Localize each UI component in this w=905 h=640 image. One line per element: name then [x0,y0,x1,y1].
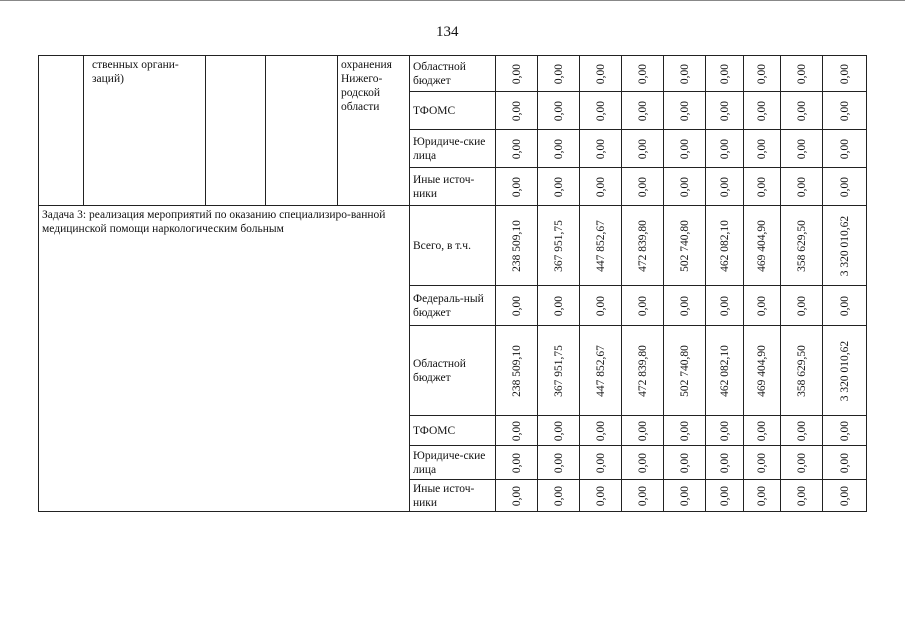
top-value-cell [622,92,664,130]
value-text: 0,00 [636,485,649,506]
value-text: 0,00 [756,295,768,316]
value-text: 0,00 [795,176,808,197]
top-block-row [39,56,867,92]
value-text: 0,00 [510,138,523,159]
value-text: 0,00 [594,452,607,473]
task-value-cell [664,416,706,446]
task-value-cell [823,206,867,286]
top-value-cell [744,56,781,92]
top-block-col-c [206,56,266,206]
value-text: 0,00 [756,176,768,197]
task-row-label-2: Областной бюджет [410,326,496,416]
value-text: 0,00 [838,420,851,441]
top-value-cell [744,130,781,168]
value-text: 0,00 [510,100,523,121]
task-value-cell [580,480,622,512]
top-block-col-a [39,56,84,206]
task-value-cell [580,416,622,446]
task-row-label-1: Федераль-ный бюджет [410,286,496,326]
value-text: 3 320 010,62 [838,215,851,276]
task-value-cell [664,206,706,286]
task-block-row [39,206,867,286]
value-text: 447 852,67 [594,344,607,397]
top-value-cell [622,168,664,206]
value-text: 0,00 [510,452,523,473]
value-text: 358 629,50 [795,344,808,397]
value-text: 0,00 [838,295,851,316]
budget-table [38,55,867,512]
value-text: 0,00 [594,420,607,441]
task-value-cell [664,480,706,512]
value-text: 0,00 [678,485,691,506]
row-label-2: Юридиче-ские лица [410,130,496,168]
task-value-cell [538,480,580,512]
task-value-cell [744,206,781,286]
value-text: 0,00 [756,138,768,159]
value-text: 0,00 [552,176,565,197]
top-block-col-d [266,56,338,206]
task-value-cell [744,480,781,512]
task-title: Задача 3: реализация мероприятий по оказанию специализиро-ванной медицинской помощи наркологическим больным [39,206,410,512]
value-text: 462 082,10 [718,344,731,397]
value-text: 0,00 [678,100,691,121]
value-text: 469 404,90 [756,219,768,272]
top-value-cell [744,92,781,130]
task-value-cell [538,326,580,416]
value-text: 0,00 [838,138,851,159]
top-value-cell [823,130,867,168]
value-text: 0,00 [552,63,565,84]
top-value-cell [823,92,867,130]
top-value-cell [538,92,580,130]
value-text: 0,00 [795,100,808,121]
value-text: 0,00 [795,63,808,84]
value-text: 0,00 [636,138,649,159]
value-text: 0,00 [594,138,607,159]
top-value-cell [538,56,580,92]
value-text: 0,00 [636,420,649,441]
value-text: 447 852,67 [594,219,607,272]
task-value-cell [622,416,664,446]
value-text: 0,00 [510,295,523,316]
row-label-0: Областной бюджет [410,56,496,92]
value-text: 0,00 [636,100,649,121]
value-text: 0,00 [718,420,731,441]
task-value-cell [781,286,823,326]
row-label-1: ТФОМС [410,92,496,130]
value-text: 0,00 [838,100,851,121]
task-value-cell [706,326,744,416]
value-text: 472 839,80 [636,344,649,397]
value-text: 0,00 [838,63,851,84]
task-value-cell [496,416,538,446]
task-value-cell [781,326,823,416]
top-value-cell [496,130,538,168]
value-text: 0,00 [594,295,607,316]
value-text: 502 740,80 [678,344,691,397]
value-text: 0,00 [795,295,808,316]
task-row-label-3: ТФОМС [410,416,496,446]
top-value-cell [664,92,706,130]
page-top-rule [0,0,905,1]
value-text: 0,00 [552,420,565,441]
top-value-cell [781,56,823,92]
task-value-cell [664,446,706,480]
task-value-cell [744,446,781,480]
value-text: 0,00 [795,452,808,473]
task-value-cell [538,286,580,326]
value-text: 0,00 [756,452,768,473]
task-value-cell [622,446,664,480]
top-value-cell [496,92,538,130]
value-text: 0,00 [552,295,565,316]
value-text: 0,00 [718,452,731,473]
value-text: 0,00 [795,485,808,506]
top-value-cell [664,168,706,206]
top-value-cell [664,130,706,168]
task-value-cell [580,206,622,286]
task-row-label-4: Юридиче-ские лица [410,446,496,480]
value-text: 469 404,90 [756,344,768,397]
top-value-cell [706,56,744,92]
value-text: 0,00 [636,295,649,316]
value-text: 472 839,80 [636,219,649,272]
value-text: 0,00 [552,138,565,159]
task-value-cell [744,326,781,416]
value-text: 0,00 [636,176,649,197]
task-value-cell [664,286,706,326]
value-text: 238 509,10 [510,344,523,397]
top-value-cell [622,130,664,168]
task-value-cell [622,480,664,512]
top-value-cell [580,56,622,92]
task-value-cell [538,416,580,446]
value-text: 358 629,50 [795,219,808,272]
top-value-cell [580,130,622,168]
value-text: 0,00 [552,485,565,506]
value-text: 0,00 [510,63,523,84]
value-text: 0,00 [678,452,691,473]
task-value-cell [580,446,622,480]
top-value-cell [823,56,867,92]
task-row-label-0: Всего, в т.ч. [410,206,496,286]
top-value-cell [744,168,781,206]
task-value-cell [823,326,867,416]
value-text: 367 951,75 [552,219,565,272]
value-text: 0,00 [678,295,691,316]
task-value-cell [823,480,867,512]
value-text: 0,00 [510,420,523,441]
task-value-cell [538,206,580,286]
task-value-cell [538,446,580,480]
top-value-cell [538,130,580,168]
task-value-cell [496,326,538,416]
page-number: 134 [436,24,459,40]
value-text: 0,00 [756,485,768,506]
value-text: 0,00 [636,63,649,84]
value-text: 0,00 [594,176,607,197]
value-text: 0,00 [718,100,731,121]
value-text: 0,00 [718,176,731,197]
value-text: 0,00 [718,63,731,84]
task-value-cell [823,286,867,326]
value-text: 0,00 [718,295,731,316]
value-text: 0,00 [838,452,851,473]
top-value-cell [706,130,744,168]
task-value-cell [706,206,744,286]
top-value-cell [706,168,744,206]
task-value-cell [622,206,664,286]
budget-table-body [39,56,867,512]
task-value-cell [744,416,781,446]
value-text: 502 740,80 [678,219,691,272]
top-value-cell [823,168,867,206]
value-text: 0,00 [838,176,851,197]
task-value-cell [781,206,823,286]
row-label-3: Иные источ-ники [410,168,496,206]
value-text: 0,00 [552,100,565,121]
task-value-cell [781,416,823,446]
value-text: 0,00 [594,100,607,121]
task-value-cell [706,446,744,480]
task-value-cell [823,446,867,480]
value-text: 0,00 [678,420,691,441]
value-text: 367 951,75 [552,344,565,397]
task-value-cell [823,416,867,446]
value-text: 0,00 [718,138,731,159]
task-value-cell [706,480,744,512]
top-value-cell [622,56,664,92]
task-value-cell [622,286,664,326]
task-value-cell [664,326,706,416]
value-text: 0,00 [510,176,523,197]
value-text: 0,00 [838,485,851,506]
task-value-cell [781,480,823,512]
value-text: 462 082,10 [718,219,731,272]
value-text: 0,00 [756,63,768,84]
top-value-cell [538,168,580,206]
task-value-cell [781,446,823,480]
top-value-cell [781,92,823,130]
top-value-cell [580,168,622,206]
top-value-cell [781,168,823,206]
value-text: 0,00 [678,138,691,159]
task-row-label-5: Иные источ-ники [410,480,496,512]
task-value-cell [622,326,664,416]
task-value-cell [744,286,781,326]
top-block-col-e: охранения Нижего-родской области [338,56,410,206]
task-value-cell [706,286,744,326]
task-value-cell [496,206,538,286]
top-value-cell [580,92,622,130]
value-text: 238 509,10 [510,219,523,272]
value-text: 0,00 [594,63,607,84]
top-block-col-b: ственных органи-заций) [84,56,206,206]
top-value-cell [664,56,706,92]
value-text: 0,00 [594,485,607,506]
value-text: 0,00 [636,452,649,473]
task-value-cell [706,416,744,446]
value-text: 0,00 [756,420,768,441]
task-value-cell [496,480,538,512]
value-text: 0,00 [510,485,523,506]
top-value-cell [706,92,744,130]
top-value-cell [781,130,823,168]
value-text: 0,00 [718,485,731,506]
value-text: 0,00 [678,176,691,197]
value-text: 0,00 [678,63,691,84]
top-value-cell [496,56,538,92]
task-value-cell [496,446,538,480]
task-value-cell [580,286,622,326]
task-value-cell [580,326,622,416]
task-value-cell [496,286,538,326]
value-text: 0,00 [795,138,808,159]
value-text: 0,00 [795,420,808,441]
value-text: 3 320 010,62 [838,340,851,401]
value-text: 0,00 [756,100,768,121]
top-value-cell [496,168,538,206]
value-text: 0,00 [552,452,565,473]
